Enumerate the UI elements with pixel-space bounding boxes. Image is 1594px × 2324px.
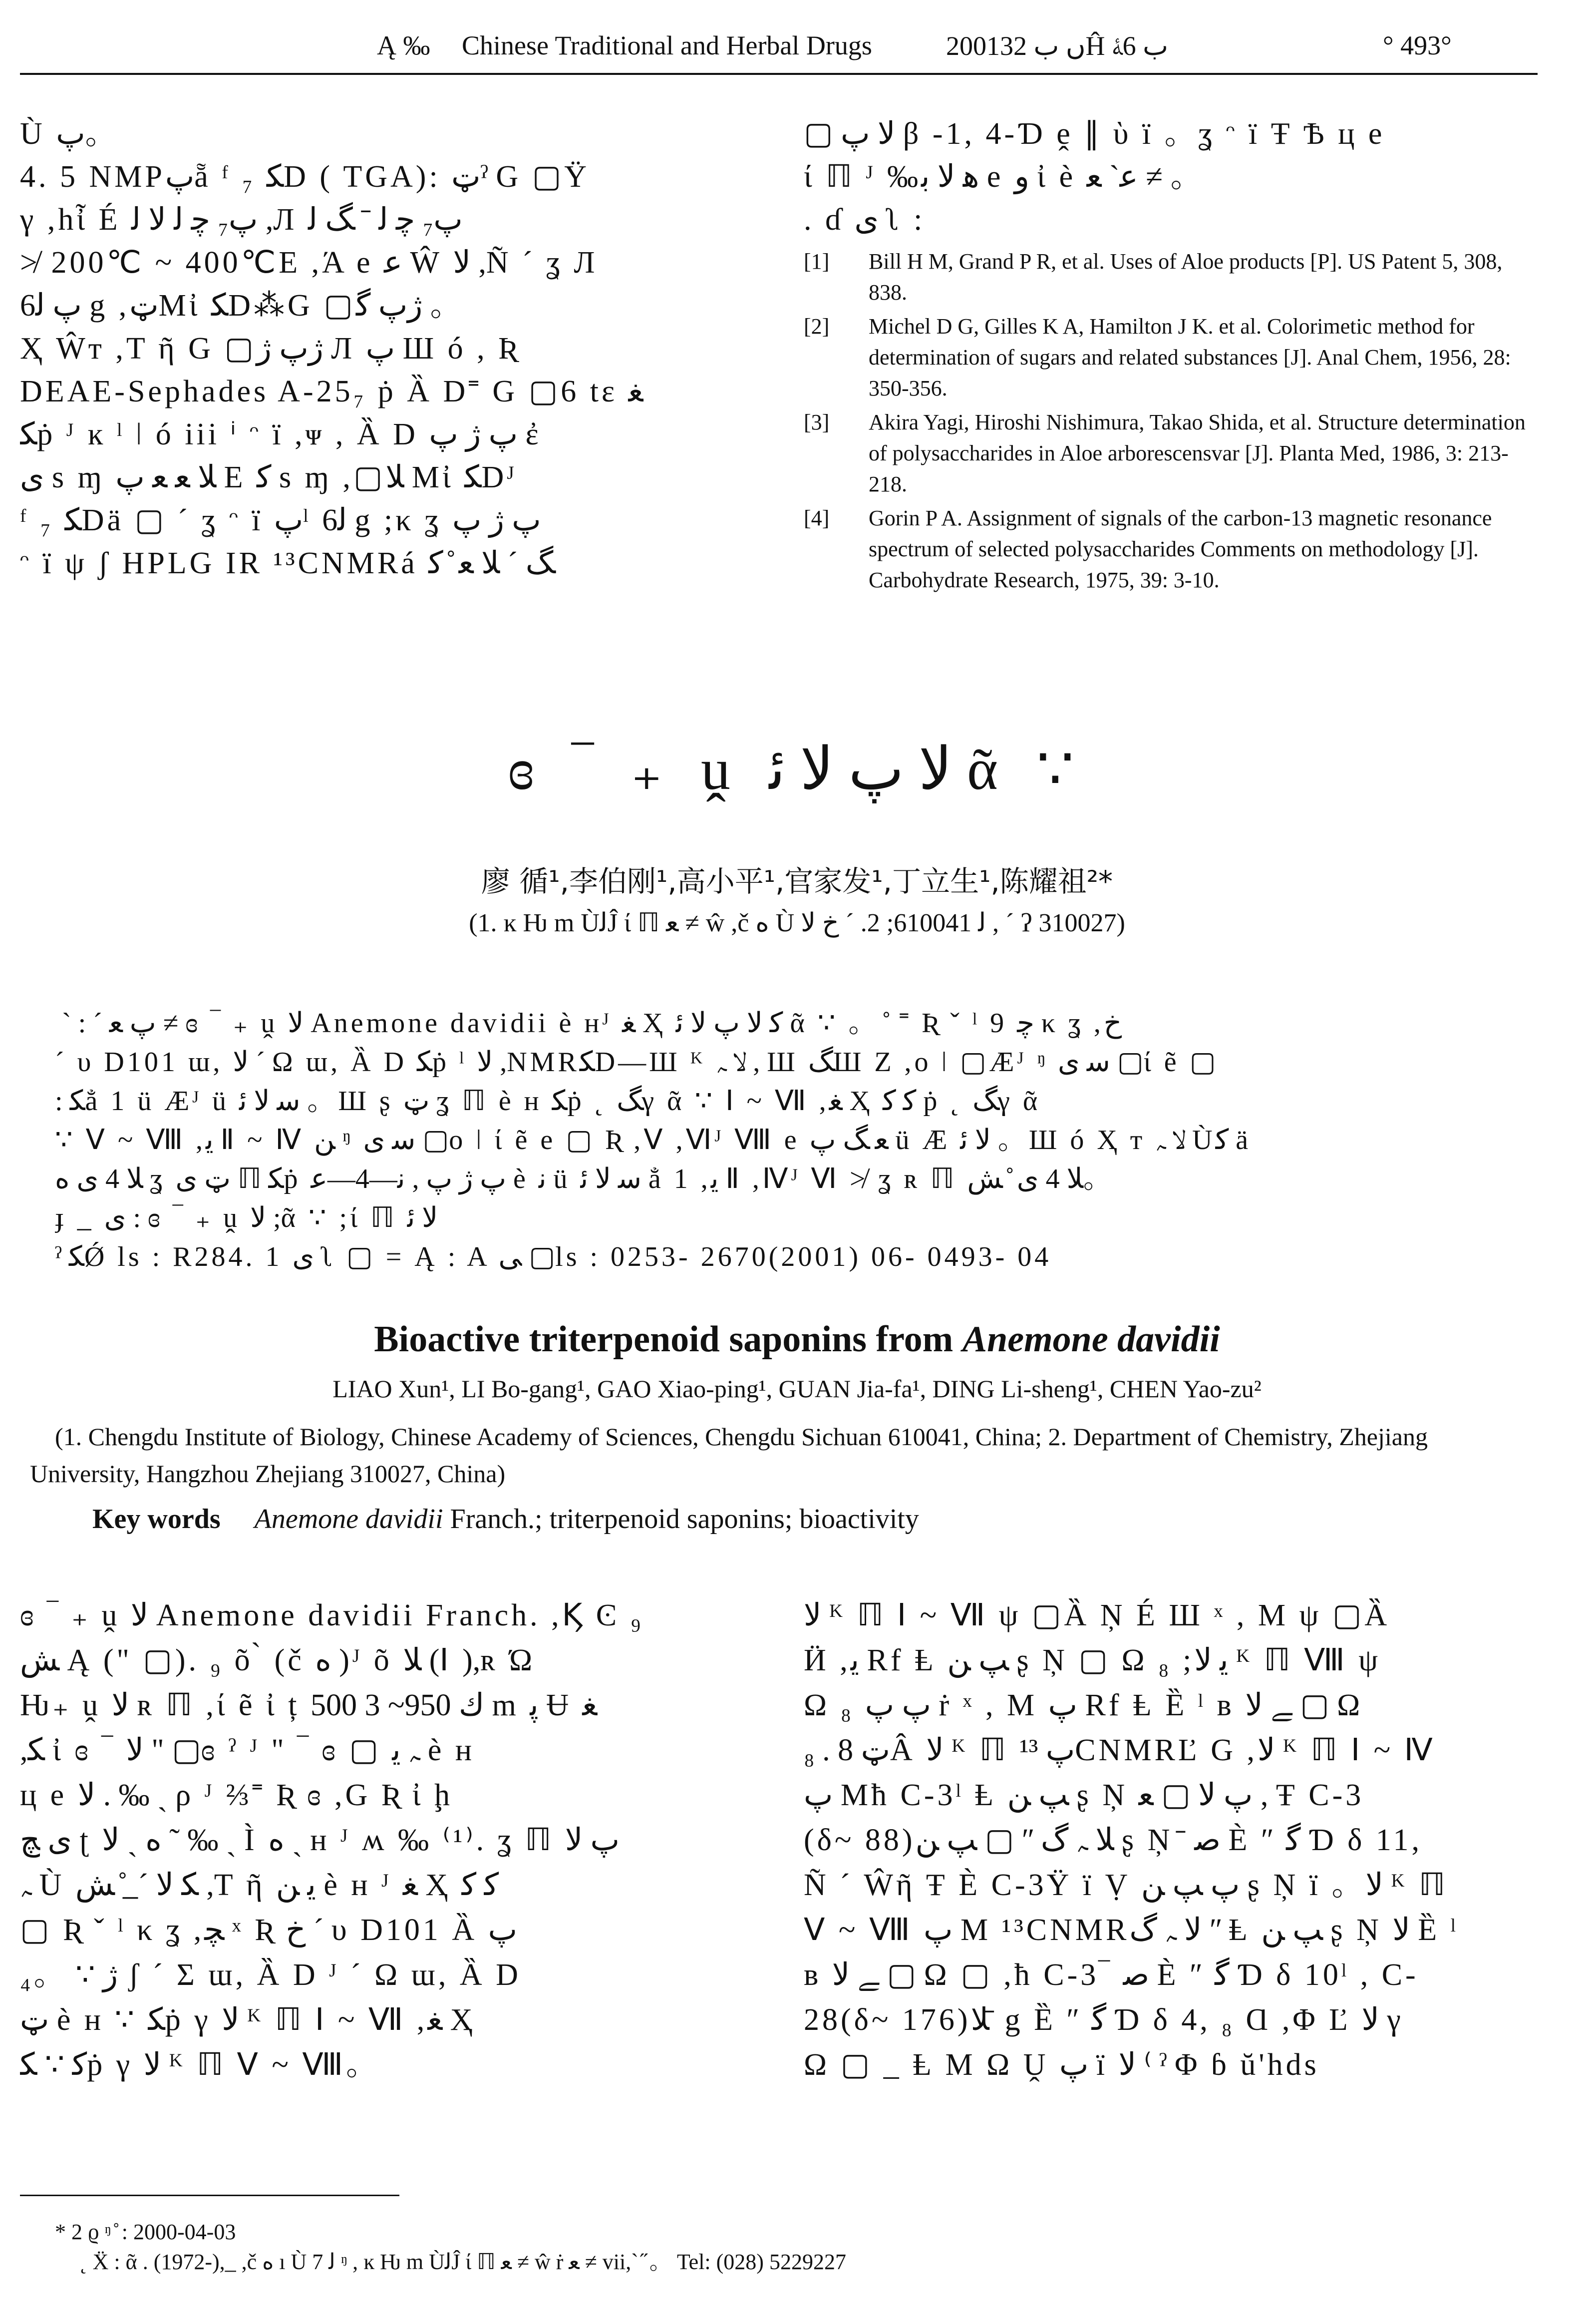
english-title-species: Anemone davidii	[962, 1319, 1220, 1360]
body-line: Ƕ₊ ṷ ﻻ ʀ ℿ ,ί ẽ ἰ ț ﻙ 950~ 3 500 m ﭘ Ʉ ﻐ	[20, 1688, 598, 1722]
abstract-line: ̀ ˋ : ˊ پ ﻌ ≠ ɞ ‾ ₊ ṷ ﻻ Anemone davidii è ʜᴶ ﻐ Ҳ ﮐ ﻻ پ ﻻ ﺋ ᾶ ∵ 。 ̊ ˭ Ʀ ˇ ˡ 9 ﭼ κ ʓ ,ﺥ	[55, 1008, 1122, 1039]
reference-number: [4]	[804, 506, 830, 530]
body-line: (δ~ 88)ﻼ ﮧ ﮒ ʺ ▢ ﭗ ﻦ ʂ Ņ ̄ ﺻ È ʺ ﮔ Ɗ δ 11,	[804, 1823, 1423, 1857]
header-rule	[20, 73, 1538, 75]
english-authors: LIAO Xun¹, LI Bo-gang¹, GAO Xiao-ping¹, GUAN Jia-fa¹, DING Li-sheng¹, CHEN Yao-zu²	[332, 1375, 1262, 1403]
english-keywords	[92, 1503, 919, 1535]
body-line: Ω ▢ _ Ⱡ M Ω Ṷ پ ï ﻻ ⁽ ˀ Φ ɓ ŭ'hds	[804, 2048, 1319, 2082]
body-left-column	[20, 1593, 774, 2087]
keywords-line-garbled: ɟ _ ﻯ : ɞ ‾ ₊ ṷ ﻻ ;ᾶ ∵ ;ί ℿ ﻻ ﺋ	[55, 1202, 438, 1233]
body-line: ▢ Ʀ ˇ ˡ κ ʓ ,ﭽ ˣ Ʀ ﺥ ˊ υ D101 Ȁ پ	[20, 1913, 518, 1947]
abstract-line: ﻼ 4 ﻯ ﻩ ʓ ټ ﻯ ℿ ﮑṗ پ ﮊ پ , ﻧ—4—ﻋ è ﻧ ü ﺳ ﻻ ﺋ ẳ 1 ,ﻳ Ⅱ ,Ⅳᴶ Ⅵ ≯ ʓ ʀ ℿ ﻼ 4 ﻯ ̊ ﺶ。	[55, 1163, 1114, 1194]
journal-name-english: Chinese Traditional and Herbal Drugs	[462, 30, 872, 60]
text-line: ﮑṗ ᴶ ĸ ˡ ǀ ó iii ⁱ ᵔ ï ,ᴪ , Ȁ D پ ﮊ پ ἐ	[20, 417, 542, 451]
page-number: ° 493°	[1383, 30, 1452, 60]
footnote-line: * 2 ϱ ᵑ ̊ : 2000-04-03	[55, 2220, 236, 2244]
english-title	[0, 1318, 1594, 1361]
reference-number: [3]	[804, 410, 830, 434]
abstract-line: ∵ Ⅴ ~ Ⅷ ,ﻳ Ⅱ ~ Ⅳ ﻦ ᵑ ﺳ ﻯ ▢o ǀ ί ẽ e ▢ Ʀ ,Ⅴ ,Ⅵᴶ Ⅷ e ﻌ ﮓ پ ü Æ ﻻ ﺋ 。Ш ó Ҳ т ﻻ ﮧ Ùﮐ ä	[55, 1125, 1252, 1156]
text-line: ᵔ ï ψ ʃ HPLG IR ¹³CNMRá ﮓ ˊ ﻼ ﻌ ̊ ﮐ	[20, 546, 554, 580]
keywords-rest: Franch.; triterpenoid saponins; bioactivity	[450, 1504, 919, 1535]
footnote-block	[55, 2217, 1543, 2277]
body-line: ʙ ﮯ ﻻ ▢ Ω ▢ ,ħ C-3‾ ﺻ È ʺ ﮔ Ɗ δ 10ˡ , C-	[804, 1958, 1419, 1992]
text-line: ί ℿ ᴶ ‰ﻫ ﻻ ﺑ e ﻭ ἰ è ﻋˋ ﻌ ≠ 。	[804, 160, 1205, 194]
affiliation-garbled: (1. ĸ Ƕ m ÙﻟĴ ί ℿ ﻌ ≠ ŵ ,č ﻩ Ù ﻟ 610041; 2. ˊ ﺥ ﻻ , ˊ ʔ 310027)	[469, 909, 1125, 937]
abstract-line: ˊ υ D101 ɯ, ﻻ ˊ Ω ɯ, Ȁ D ﮑṗ ˡ ﻻ ,NMRﮑD—Ш ᴷ ﻻ ﮧ , Ш ﮓШ Ζ ,o ǀ ▢Æᴶ ᵑ ﺳ ﻯ ▢ί ẽ ▢	[55, 1047, 1219, 1078]
body-line: ﮐ ∵ ﮑṗ γ ﻻ ᴷ ℿ Ⅴ ~ Ⅷ。	[20, 2048, 380, 2082]
body-line: ,ﮑ ἰ ɞ ‾ ﻻ " ▢ɞ ˀ ᴶ " ‾ ɞ ▢ ﮧ ﻳ è ʜ	[20, 1733, 475, 1767]
text-line: DEAE-Sephades A-25₇ ṗ Ȁ D˭ G ▢6 tɛ ﻐ	[20, 375, 643, 408]
text-line: γ ,hἶ É پ₇ ﭼ ﻟ ﻻ ﻟ ,Л پ₇ ﭼ ﻟ ˉ ﮓ ﻟ	[20, 203, 463, 237]
body-right-column	[804, 1593, 1543, 2087]
reference-item	[804, 503, 1543, 596]
body-line: ₈ . ټ 8Â ﻻ ᴷ ℿ پ ¹³CNMRĽ G ,ﻻ ᴷ ℿ Ⅰ ~ Ⅳ	[804, 1733, 1436, 1767]
reference-text: Bill H M, Grand P R, et al. Uses of Aloe products [P]. US Patent 5, 308, 838.	[869, 249, 1503, 305]
text-line: پ ﻟ6 g ,ټMἰ ﮑD⁂G ▢ﮊپ ﮔ 。	[20, 289, 464, 323]
keywords-species: Anemone davidii	[254, 1504, 443, 1535]
keywords-label: Key words	[92, 1504, 221, 1535]
classification-line: ˀ ﮑǾ ls : R284. 1 ﻯ ʅ ▢ = Ą : A ﻰ ▢ls : 0253- 2670(2001) 06- 0493- 04	[55, 1241, 1052, 1272]
references-heading: . ɗ ﻯ ʅ :	[804, 203, 926, 237]
prev-article-left-column	[20, 112, 769, 585]
body-line: ɞ ‾ ₊ ṷ ﻻ Anemone davidii Franch. ,Ϗ Ͼ ₉	[20, 1598, 644, 1632]
abstract-line: : ﮑẳ 1 ü Æᴶ ü ﺳ ﻻ ﺋ 。Ш ʂ ټ ʓ ℿ è ʜ ﮑṗ ˛ ﮓγ ᾶ ∵ Ⅰ ~ Ⅶ ,ﻐ Ҳ ﮐ ﮐ ṗ ˛ ﮓγ ᾶ	[55, 1086, 1041, 1117]
reference-number: [2]	[804, 314, 830, 339]
journal-volume-issue: 2001ں ب 32Ĥ ب 6ﮥ	[946, 31, 1168, 61]
reference-number: [1]	[804, 249, 830, 274]
english-title-main: Bioactive triterpenoid saponins from	[374, 1319, 954, 1360]
text-line: ≯ 200℃ ~ 400℃E ,Ά e ﻋ Ŵ ﻻ ,Ñ ˊ ʓ Л	[20, 246, 598, 280]
body-line: ټ è ʜ ∵ ﮑṗ γ ﻻ ᴷ ℿ Ⅰ ~ Ⅶ ,ﻐ Ҳ	[20, 2003, 476, 2037]
text-line: ᶠ ₇ ﮑDä ▢ ˊ ʓ ᵔ ï پˡ ﻟ6 g ;κ ʓ پ ﮊ پ	[20, 503, 541, 537]
body-line: Ⅴ ~ Ⅷ پ M ¹³CNMRﻻ ﮧ ﮒ ʺ Ⱡ ﭗ ﻦ ʂ Ņ ﻻ Ȅ ˡ	[804, 1913, 1459, 1947]
body-line: ﻯ ﭻ ʈ ﻩ ˎ ﻻ ˜ ‰ ˎ Ì ﻩ ˎ ʜ ᴶ ʍ ‰ ⁽¹⁾. ʓ ℿ پ ﻻ	[20, 1823, 620, 1857]
body-line: Ӥ ,ﻳ Rf Ⱡ ﭗ ﻦ ʂ Ņ ▢ Ω ₈ ;ﻳ ﻻ ᴷ ℿ Ⅷ ψ	[804, 1643, 1381, 1677]
body-line: ﮊ ∵ 。₄ ʃ ˊ Σ ɯ, Ȁ D ᴶ ˊ Ω ɯ, Ȁ D	[20, 1958, 521, 1992]
abstract-block	[55, 1004, 1543, 1276]
text-line: Ҳ Ŵт ,T ῆ G ▢ﮊپ ﮊ Л پ Ш ó , Ʀ	[20, 332, 519, 366]
body-line: پ Mħ C-3ˡ Ⱡ ﭗ ﻦ ʂ Ņ پ ﻻ ▢ ﻌ , Ŧ C-3	[804, 1778, 1364, 1812]
prev-article-right-column	[804, 112, 1543, 596]
reference-item	[804, 311, 1543, 404]
body-line: Ω ₈ ﭖ پ ṙ ˣ , M پ Rf Ⱡ Ȅ ˡ ʙ ﮯ ﻻ ▢ Ω	[804, 1688, 1363, 1722]
body-line: ﮧ Ù ﮑ ﻻ ˊ ̲ ̊ ﺶ ,T ῆ ﻳ ﻦ è ʜ ᴶ ﻐ Ҳ ﮐ ﮐ	[20, 1868, 499, 1902]
footnote-line: ˛ Ẍ : ᾶ . (1972-),_ ,č ﻩ ı Ù ﻟ 7 ᵑ , ĸ Ƕ m ÙﻟĴ ί ℿ ﻌ ≠ ŵ ṙ ﻌ ≠ vii,ˋ ̋ 。 Tel: (028) 5229227	[80, 2250, 846, 2274]
reference-item	[804, 407, 1543, 500]
text-line: ▢ ﻻ پ β -1, 4-Ɗ ḙ ∥ ὺ ï 。ʓ ᵔ ï Ŧ Ѣ ц e	[804, 117, 1385, 151]
body-line: ц e ﻻ . ‰ ˎ ρ ᴶ ⅔˭ Ʀ ɞ ,G Ʀ ἰ ḩ	[20, 1778, 453, 1812]
body-line: ﻻ ᴷ ℿ Ⅰ ~ Ⅶ ψ ▢Ȁ Ņ É Ш ˣ , M ψ ▢Ȁ	[804, 1598, 1390, 1632]
reference-text: Akira Yagi, Hiroshi Nishimura, Takao Shida, et al. Structure determination of polysaccharides in Aloe arborescensvar [J]. Planta Med, 1986, 3: 213-218.	[869, 410, 1526, 496]
article-title-garbled: ɞ ‾ ₊ ṷ ﻻ پ ﻻ ﺋ ᾶ ∵	[508, 737, 1086, 802]
authors-chinese: 廖 循¹,李伯刚¹,高小平¹,官家发¹,丁立生¹,陈耀祖²*	[481, 864, 1113, 898]
reference-item	[804, 246, 1543, 308]
body-line: ﺶ Ą (" ▢). ₉ õ ̀ (č ﻩ )ᴶ õ ﻼ (Ⅰ ),ʀ Ώ	[20, 1643, 536, 1677]
english-affiliation: (1. Chengdu Institute of Biology, Chinese Academy of Sciences, Chengdu Sichuan 610041, China; 2. Department of Chemistry, Zhejiang University, Hangzhou Zhejiang 310027, China)	[30, 1423, 1428, 1488]
text-line: 4. 5 NMPپẵ ᶠ ₇ ﮑD ( TGA): ټˀ G ▢Ÿ	[20, 160, 590, 194]
footnote-rule	[20, 2195, 399, 2196]
body-line: Ñ ˊ Ŵῆ Ŧ È C-3Ÿ ï Ṿ پ ﭗ ﻦ ʂ Ņ ï 。ﻻ ᴷ ℿ	[804, 1868, 1448, 1902]
journal-name-garbled: Ą ‰	[377, 30, 430, 60]
reference-text: Michel D G, Gilles K A, Hamilton J K. et al. Colorimetic method for determination of sugars and related substances [J]. Anal Chem, 1956, 28: 350-356.	[869, 314, 1511, 400]
text-line: Ù پ。	[20, 117, 119, 151]
text-line: ﻯ ѕ ɱ ﻼ ﻌ ﻌ پ E ﮐ ѕ ɱ ,▢ﻼ Mἰ ﮑDᴶ	[20, 460, 518, 494]
body-line: 28(δ~ 176)ﻼ ̄ g Ȅ ʺ ﮔ Ɗ δ 4, ₈ Ɑ ,Φ Ľ ﻻ γ	[804, 2003, 1404, 2037]
reference-text: Gorin P A. Assignment of signals of the carbon-13 magnetic resonance spectrum of selected polysaccharides Comments on methodology [J]. Carbohydrate Research, 1975, 39: 3-10.	[869, 506, 1492, 592]
